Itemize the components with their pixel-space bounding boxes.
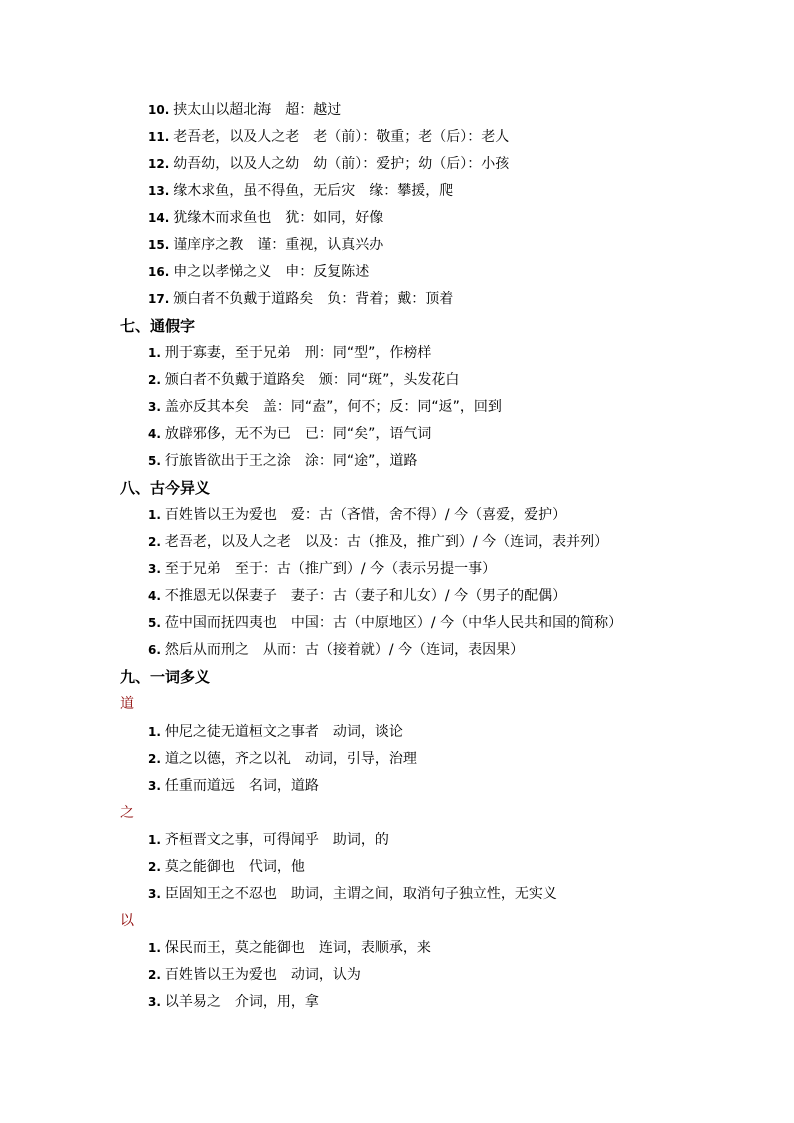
list-item: 1. 保民而王，莫之能御也 连词，表顺承，来 [148, 940, 431, 956]
list-item: 4. 放辟邪侈，无不为已 已：同“矣”，语气词 [148, 426, 432, 442]
list-item: 13. 缘木求鱼，虽不得鱼，无后灾 缘：攀援，爬 [148, 183, 454, 199]
list-item: 10. 挟太山以超北海 超：越过 [148, 102, 342, 118]
list-item: 1. 刑于寡妻，至于兄弟 刑：同“型”，作榜样 [148, 345, 432, 361]
list-item: 12. 幼吾幼，以及人之幼 幼（前）：爱护；幼（后）：小孩 [148, 156, 510, 172]
list-item: 2. 莫之能御也 代词，他 [148, 859, 305, 875]
list-item: 1. 百姓皆以王为爱也 爱：古（吝惜，舍不得）/ 今（喜爱，爱护） [148, 507, 567, 523]
word-heading: 以 [120, 913, 134, 929]
list-item: 1. 仲尼之徒无道桓文之事者 动词，谈论 [148, 724, 403, 740]
list-item: 3. 任重而道远 名词，道路 [148, 778, 319, 794]
list-item: 1. 齐桓晋文之事，可得闻乎 助词，的 [148, 832, 389, 848]
list-item: 2. 颁白者不负戴于道路矣 颁：同“斑”，头发花白 [148, 372, 460, 388]
list-item: 6. 然后从而刑之 从而：古（接着就）/ 今（连词，表因果） [148, 642, 525, 658]
list-item: 3. 盖亦反其本矣 盖：同“盍”，何不；反：同“返”，回到 [148, 399, 502, 415]
list-item: 15. 谨庠序之教 谨：重视，认真兴办 [148, 237, 384, 253]
list-item: 4. 不推恩无以保妻子 妻子：古（妻子和儿女）/ 今（男子的配偶） [148, 588, 567, 604]
list-item: 5. 行旅皆欲出于王之涂 涂：同“途”，道路 [148, 453, 418, 469]
section-heading-yiciduoyi: 九、一词多义 [120, 668, 211, 686]
list-item: 3. 臣固知王之不忍也 助词，主谓之间，取消句子独立性，无实义 [148, 886, 557, 902]
section-heading-gujinyiyi: 八、古今异义 [120, 479, 211, 497]
list-item: 2. 道之以德，齐之以礼 动词，引导，治理 [148, 751, 417, 767]
list-item: 14. 犹缘木而求鱼也 犹：如同，好像 [148, 210, 384, 226]
word-heading: 道 [120, 696, 134, 712]
word-heading: 之 [120, 805, 134, 821]
list-item: 11. 老吾老，以及人之老 老（前）：敬重；老（后）：老人 [148, 129, 510, 145]
list-item: 2. 百姓皆以王为爱也 动词，认为 [148, 967, 361, 983]
list-item: 3. 至于兄弟 至于：古（推广到）/ 今（表示另提一事） [148, 561, 497, 577]
list-item: 17. 颁白者不负戴于道路矣 负：背着；戴：顶着 [148, 291, 454, 307]
list-item: 16. 申之以孝悌之义 申：反复陈述 [148, 264, 370, 280]
list-item: 3. 以羊易之 介词，用，拿 [148, 994, 319, 1010]
section-heading-tongjiazi: 七、通假字 [120, 317, 196, 335]
list-item: 5. 莅中国而抚四夷也 中国：古（中原地区）/ 今（中华人民共和国的简称） [148, 615, 623, 631]
list-item: 2. 老吾老，以及人之老 以及：古（推及，推广到）/ 今（连词，表并列） [148, 534, 609, 550]
